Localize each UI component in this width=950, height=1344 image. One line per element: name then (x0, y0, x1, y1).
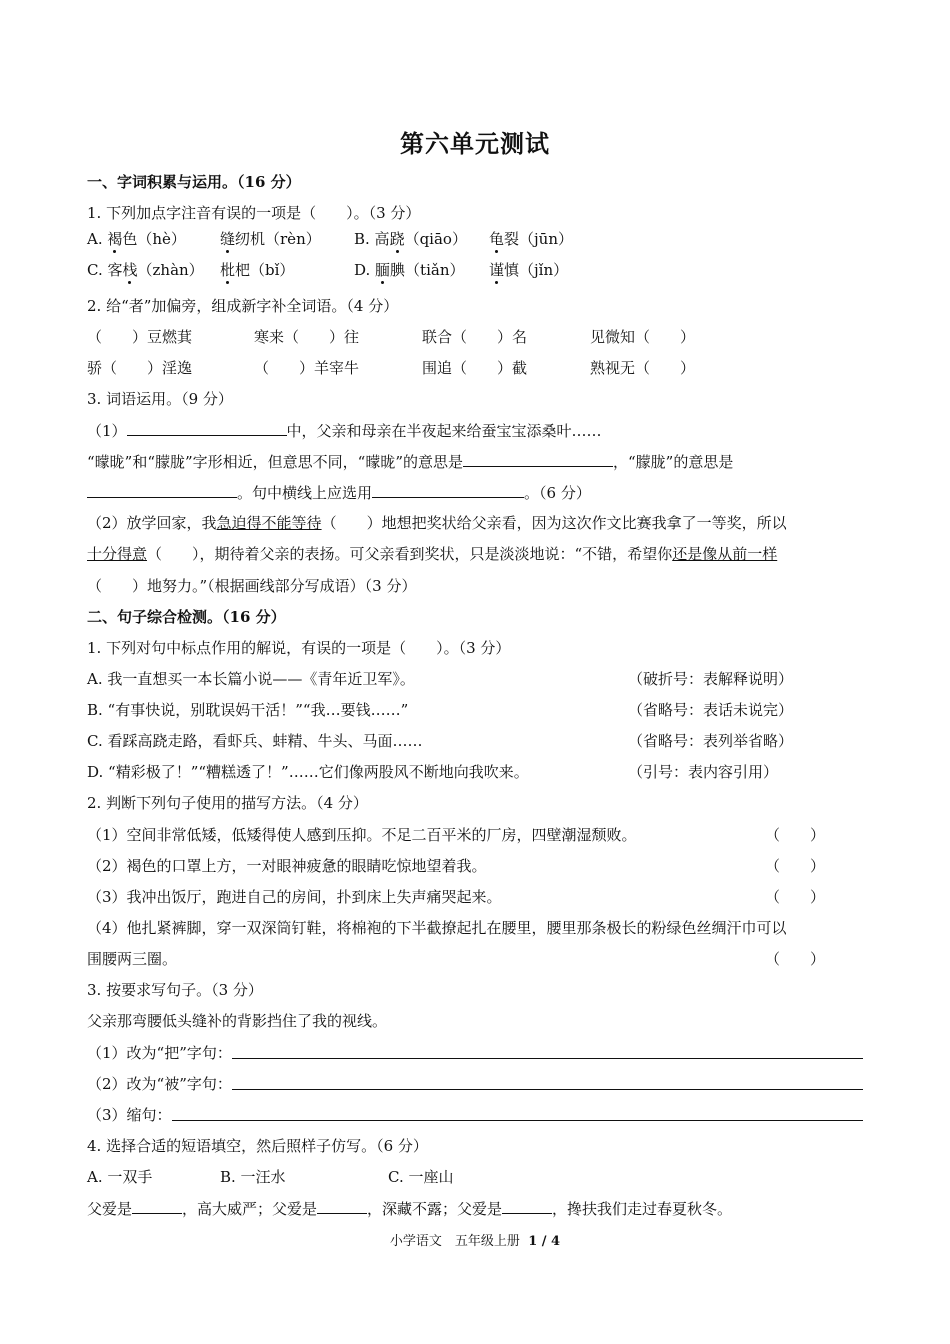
answer-line[interactable] (232, 1074, 863, 1090)
answer-paren[interactable]: （ ） (765, 857, 826, 875)
s2-q3-line-b: （2）改为“被”字句： (87, 1074, 863, 1094)
s2-q3-sentence: 父亲那弯腰低头缝补的背影挡住了我的视线。 (87, 1012, 388, 1030)
s2-q1-note: （引号：表内容引用） (628, 763, 779, 781)
s2-q3-line-c: （3）缩句： (87, 1105, 863, 1125)
q3-part1-line2: “曚昽”和“朦胧”字形相近，但意思不同，“曚昽”的意思是 ，“朦胧”的意思是 (87, 453, 734, 471)
section-2-heading: 二、句子综合检测。（16 分） (87, 608, 286, 626)
page-title: 第六单元测试 (400, 129, 550, 158)
q2-item: 围追（ ）截 (422, 359, 528, 377)
s2-q4-option: C. 一座山 (388, 1168, 454, 1186)
q3-part1-line1: （1） 中，父亲和母亲在半夜起来给蚕宝宝添桑叶…… (87, 422, 602, 440)
q3-part2-line3: （ ）地努力。”（根据画线部分写成语）（3 分） (87, 577, 417, 595)
q1-option-b1: B. 高跷（qiāo） (354, 230, 467, 248)
s2-q1-note: （省略号：表话未说完） (628, 701, 794, 719)
answer-blank[interactable] (87, 482, 237, 498)
s2-q4-fill-line: 父爱是 ，高大威严；父爱是 ，深藏不露；父爱是 ，搀扶我们走过春夏秋冬。 (87, 1200, 733, 1218)
s2-q1-option: D. “精彩极了！”“糟糕透了！”……它们像两股风不断地向我吹来。 (87, 763, 529, 781)
page-footer: 小学语文 五年级上册 1 / 4 (389, 1234, 561, 1249)
answer-blank[interactable] (463, 451, 613, 467)
answer-paren[interactable]: （ ） (765, 888, 826, 906)
s2-q1-option: B. “有事快说，别耽误妈干活！”“我…要钱……” (87, 701, 409, 719)
answer-blank[interactable] (317, 1198, 367, 1214)
s2-q2-item: （1）空间非常低矮，低矮得使人感到压抑。不足二百平米的厂房，四壁潮湿颓败。 (87, 826, 637, 844)
answer-paren[interactable]: （ ） (765, 950, 826, 968)
q1-option-b2: 龟裂（jūn） (489, 230, 573, 248)
q2-item: （ ）羊宰牛 (254, 359, 360, 377)
s2-q3-line-a: （1）改为“把”字句： (87, 1043, 863, 1063)
q1-stem: 1. 下列加点字注音有误的一项是（ ）。（3 分） (87, 204, 421, 222)
q3-part2-line2: 十分得意（ ），期待着父亲的表扬。可父亲看到奖状，只是淡淡地说：“不错，希望你还是像从前一样 (87, 545, 778, 563)
answer-line[interactable] (172, 1105, 863, 1121)
answer-paren[interactable]: （ ） (765, 826, 826, 844)
answer-blank[interactable] (127, 420, 287, 436)
q2-item: 寒来（ ）往 (254, 328, 360, 346)
q2-item: （ ）豆燃萁 (87, 328, 193, 346)
q3-part1-line3: 。句中横线上应选用 。（6 分） (87, 482, 591, 503)
q2-stem: 2. 给“者”加偏旁，组成新字补全词语。（4 分） (87, 297, 399, 315)
answer-line[interactable] (232, 1043, 863, 1059)
s2-q4-stem: 4. 选择合适的短语填空，然后照样子仿写。（6 分） (87, 1137, 428, 1155)
q1-option-a2: 缝纫机（rèn） (220, 230, 321, 248)
s2-q1-option: C. 看踩高跷走路，看虾兵、蚌精、牛头、马面…… (87, 732, 423, 750)
s2-q2-item: （3）我冲出饭厅，跑进自己的房间，扑到床上失声痛哭起来。 (87, 888, 502, 906)
s2-q4-option: B. 一汪水 (220, 1168, 286, 1186)
q1-option-c2: 枇杷（bǐ） (220, 261, 295, 279)
section-1-heading: 一、字词积累与运用。（16 分） (87, 173, 301, 191)
q2-item: 联合（ ）名 (422, 328, 528, 346)
q3-part2-line1: （2）放学回家，我急迫得不能等待（ ）地想把奖状给父亲看，因为这次作文比赛我拿了一等奖，所以 (87, 514, 787, 532)
s2-q2-item: （4）他扎紧裤脚，穿一双深筒钉鞋，将棉袍的下半截撩起扎在腰里，腰里那条极长的粉绿色丝绸汗巾可以 (87, 919, 787, 937)
s2-q4-option: A. 一双手 (87, 1168, 153, 1186)
q2-item: 见微知（ ） (590, 328, 696, 346)
q3-stem: 3. 词语运用。（9 分） (87, 390, 233, 408)
q1-option-a1: A. 褐色（hè） (87, 230, 186, 248)
q2-item: 熟视无（ ） (590, 359, 696, 377)
q2-item: 骄（ ）淫逸 (87, 359, 193, 377)
q1-option-c1: C. 客栈（zhàn） (87, 261, 204, 279)
q1-option-d2: 谨慎（jǐn） (489, 261, 569, 279)
answer-blank[interactable] (132, 1198, 182, 1214)
s2-q1-note: （破折号：表解释说明） (628, 670, 794, 688)
s2-q1-note: （省略号：表列举省略） (628, 732, 794, 750)
q1-option-d1: D. 腼腆（tiǎn） (354, 261, 465, 279)
page-number: 1 / 4 (528, 1234, 561, 1249)
s2-q2-item: （2）褐色的口罩上方，一对眼神疲惫的眼睛吃惊地望着我。 (87, 857, 487, 875)
answer-blank[interactable] (502, 1198, 552, 1214)
s2-q3-stem: 3. 按要求写句子。（3 分） (87, 981, 263, 999)
answer-blank[interactable] (372, 482, 524, 498)
s2-q1-option: A. 我一直想买一本长篇小说——《青年近卫军》。 (87, 670, 415, 688)
s2-q2-item-cont: 围腰两三圈。 (87, 950, 178, 968)
s2-q2-stem: 2. 判断下列句子使用的描写方法。（4 分） (87, 794, 368, 812)
s2-q1-stem: 1. 下列对句中标点作用的解说，有误的一项是（ ）。（3 分） (87, 639, 511, 657)
